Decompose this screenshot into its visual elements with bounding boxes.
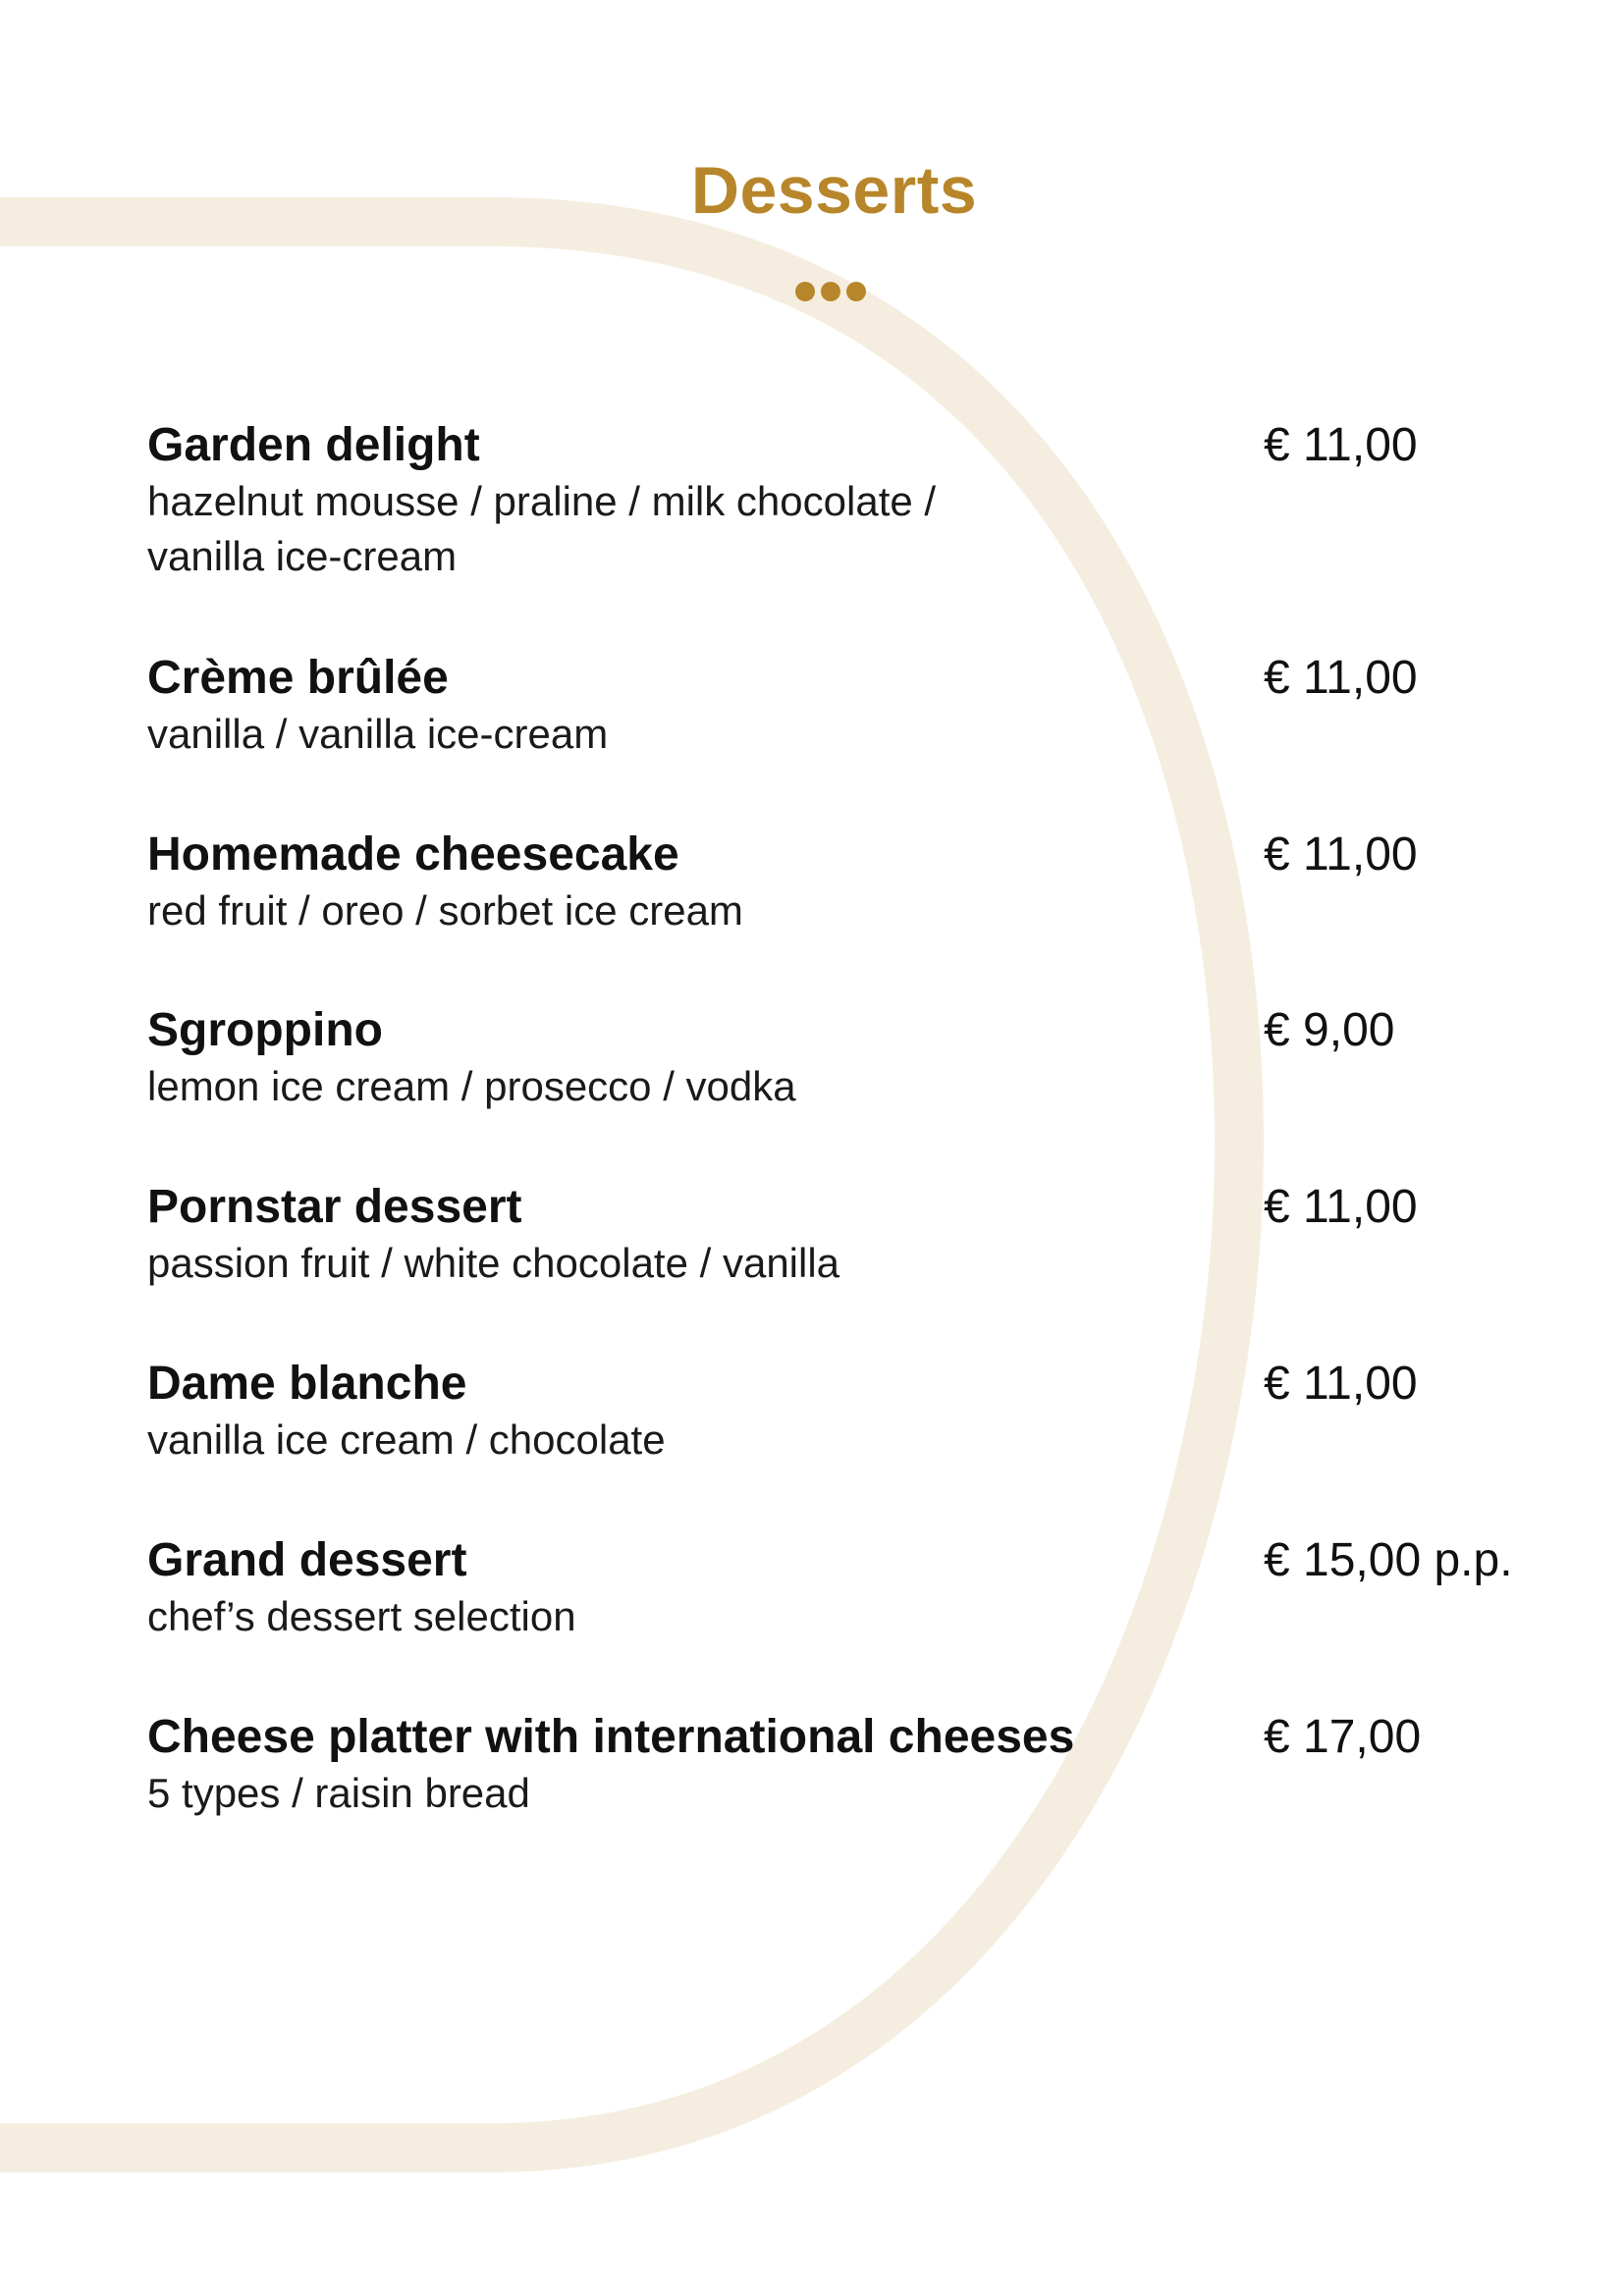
item-price: € 11,00 xyxy=(1264,1181,1418,1233)
item-price: € 11,00 xyxy=(1264,1358,1418,1410)
item-price: € 11,00 xyxy=(1264,419,1418,471)
item-description: passion fruit / white chocolate / vanilla xyxy=(147,1240,840,1286)
item-name: Dame blanche xyxy=(147,1358,467,1410)
item-name: Homemade cheesecake xyxy=(147,828,679,881)
item-description: vanilla / vanilla ice-cream xyxy=(147,711,609,757)
menu-item xyxy=(147,827,1522,938)
item-price: € 17,00 xyxy=(1264,1711,1422,1763)
menu-item xyxy=(147,1002,1522,1114)
menu-item xyxy=(147,1709,1522,1821)
item-description: lemon ice cream / prosecco / vodka xyxy=(147,1063,796,1109)
item-name: Garden delight xyxy=(147,419,480,471)
menu-item xyxy=(147,1356,1522,1468)
item-name: Crème brûlée xyxy=(147,652,449,704)
item-description: hazelnut mousse / praline / milk chocolate / vanilla ice-cream xyxy=(147,478,937,579)
item-price: € 15,00 p.p. xyxy=(1264,1534,1513,1586)
item-name: Sgroppino xyxy=(147,1004,383,1056)
item-name: Cheese platter with international cheeses xyxy=(147,1711,1075,1763)
item-name: Pornstar dessert xyxy=(147,1181,522,1233)
item-description: 5 types / raisin bread xyxy=(147,1770,530,1816)
ornament-dot xyxy=(846,282,866,301)
ornament-dot xyxy=(821,282,840,301)
menu-item xyxy=(147,1532,1522,1644)
menu-item xyxy=(147,650,1522,762)
item-name: Grand dessert xyxy=(147,1534,467,1586)
item-price: € 11,00 xyxy=(1264,652,1418,704)
item-price: € 11,00 xyxy=(1264,828,1418,881)
item-price: € 9,00 xyxy=(1264,1004,1395,1056)
page-title: Desserts xyxy=(690,153,978,228)
item-description: vanilla ice cream / chocolate xyxy=(147,1416,666,1463)
menu-item xyxy=(147,1179,1522,1291)
item-description: red fruit / oreo / sorbet ice cream xyxy=(147,887,743,934)
menu-item xyxy=(147,417,1522,584)
title-ornament xyxy=(795,282,866,301)
item-description: chef’s dessert selection xyxy=(147,1593,576,1639)
ornament-dot xyxy=(795,282,815,301)
